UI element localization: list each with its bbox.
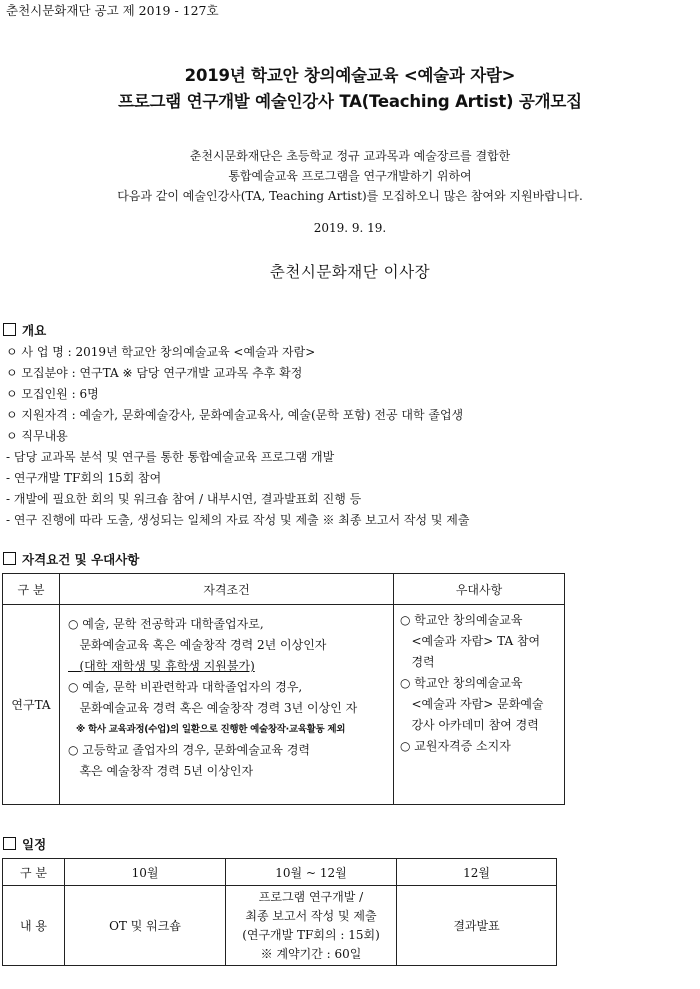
overview-item: - 담당 교과목 분석 및 연구를 통한 통합예술교육 프로그램 개발 (6, 450, 335, 464)
square-bullet-icon (3, 323, 16, 336)
preference-line: <예술과 자람> TA 참여 (400, 634, 541, 648)
condition-line: ○ 고등학교 졸업자의 경우, 문화예술교육 경력 (68, 743, 311, 757)
section-heading-text: 일정 (22, 837, 47, 852)
square-bullet-icon (3, 837, 16, 850)
schedule-line: 프로그램 연구개발 / (258, 889, 364, 904)
title-line-2: 프로그램 연구개발 예술인강사 TA(Teaching Artist) 공개모집 (118, 92, 582, 111)
section-heading-text: 자격요건 및 우대사항 (22, 552, 140, 567)
conditions-cell (60, 605, 394, 805)
condition-line: 문화예술교육 혹은 예술창작 경력 2년 이상인자 (68, 638, 327, 652)
table-header: 12월 (397, 859, 557, 886)
organization-name: 춘천시문화재단 이사장 (269, 263, 431, 281)
condition-line: 혹은 예술창작 경력 5년 이상인자 (68, 764, 254, 778)
table-header: 10월 ~ 12월 (226, 859, 397, 886)
overview-item: - 연구 진행에 따라 도출, 생성되는 일체의 자료 작성 및 제출 ※ 최종 보고서 작성 및 제출 (6, 513, 470, 527)
condition-line: ○ 예술, 문학 전공학과 대학졸업자로, (68, 617, 264, 631)
schedule-line: ※ 계약기간 : 60일 (260, 946, 362, 961)
condition-line: 문화예술교육 경력 혹은 예술창작 경력 3년 이상인 자 (68, 701, 358, 715)
schedule-row-label: 내 용 (3, 886, 65, 966)
preferences-cell (394, 605, 565, 805)
intro-line: 춘천시문화재단은 초등학교 정규 교과목과 예술장르를 결합한 (189, 149, 511, 163)
overview-item: - 개발에 필요한 회의 및 워크숍 참여 / 내부시연, 결과발표회 진행 등 (6, 492, 362, 506)
table-header: 구 분 (3, 574, 60, 605)
section-heading-overview (3, 321, 46, 339)
intro-line: 다음과 같이 예술인강사(TA, Teaching Artist)를 모집하오니 많은 참여와 지원바랍니다. (117, 189, 583, 203)
condition-note-underlined: (대학 재학생 및 휴학생 지원불가) (68, 659, 255, 673)
condition-exclusion-note: ※ 학사 교육과정(수업)의 일환으로 진행한 예술창작·교육활동 제외 (76, 724, 346, 735)
square-bullet-icon (3, 552, 16, 565)
preference-line: 강사 아카데미 참여 경력 (400, 718, 539, 732)
preference-line: ○ 학교안 창의예술교육 (400, 613, 523, 627)
schedule-table (2, 858, 557, 966)
table-header: 구 분 (3, 859, 65, 886)
overview-item: ㅇ 지원자격 : 예술가, 문화예술강사, 문화예술교육사, 예술(문학 포함) 전공 대학 졸업생 (6, 408, 464, 422)
category-cell: 연구TA (3, 605, 60, 805)
overview-item: ㅇ 모집분야 : 연구TA ※ 담당 연구개발 교과목 추후 확정 (6, 366, 303, 380)
title-line-1: 2019년 학교안 창의예술교육 <예술과 자람> (184, 66, 516, 85)
table-header: 10월 (65, 859, 226, 886)
table-header: 자격조건 (60, 574, 394, 605)
intro-line: 통합예술교육 프로그램을 연구개발하기 위하여 (228, 169, 472, 183)
preference-line: ○ 학교안 창의예술교육 (400, 676, 523, 690)
section-heading-text: 개요 (22, 323, 47, 338)
preference-line: ○ 교원자격증 소지자 (400, 739, 511, 753)
schedule-line: 최종 보고서 작성 및 제출 (245, 908, 377, 923)
overview-item: ㅇ 직무내용 (6, 429, 68, 443)
condition-line: ○ 예술, 문학 비관련학과 대학졸업자의 경우, (68, 680, 303, 694)
preference-line: 경력 (400, 655, 435, 669)
section-heading-qualifications (3, 550, 139, 568)
schedule-cell: 결과발표 (397, 886, 557, 966)
document-number: 춘천시문화재단 공고 제 2019 - 127호 (6, 3, 219, 18)
overview-item: - 연구개발 TF회의 15회 참여 (6, 471, 162, 485)
preference-line: <예술과 자람> 문화예술 (400, 697, 544, 711)
announcement-date: 2019. 9. 19. (313, 221, 387, 235)
schedule-cell: OT 및 워크숍 (65, 886, 226, 966)
table-header: 우대사항 (394, 574, 565, 605)
section-heading-schedule (3, 835, 46, 853)
qualifications-table (2, 573, 565, 805)
schedule-line: (연구개발 TF회의 : 15회) (242, 927, 380, 942)
overview-item: ㅇ 사 업 명 : 2019년 학교안 창의예술교육 <예술과 자람> (6, 345, 316, 359)
schedule-cell (226, 886, 397, 966)
condition-line (68, 656, 393, 677)
overview-item: ㅇ 모집인원 : 6명 (6, 387, 99, 401)
